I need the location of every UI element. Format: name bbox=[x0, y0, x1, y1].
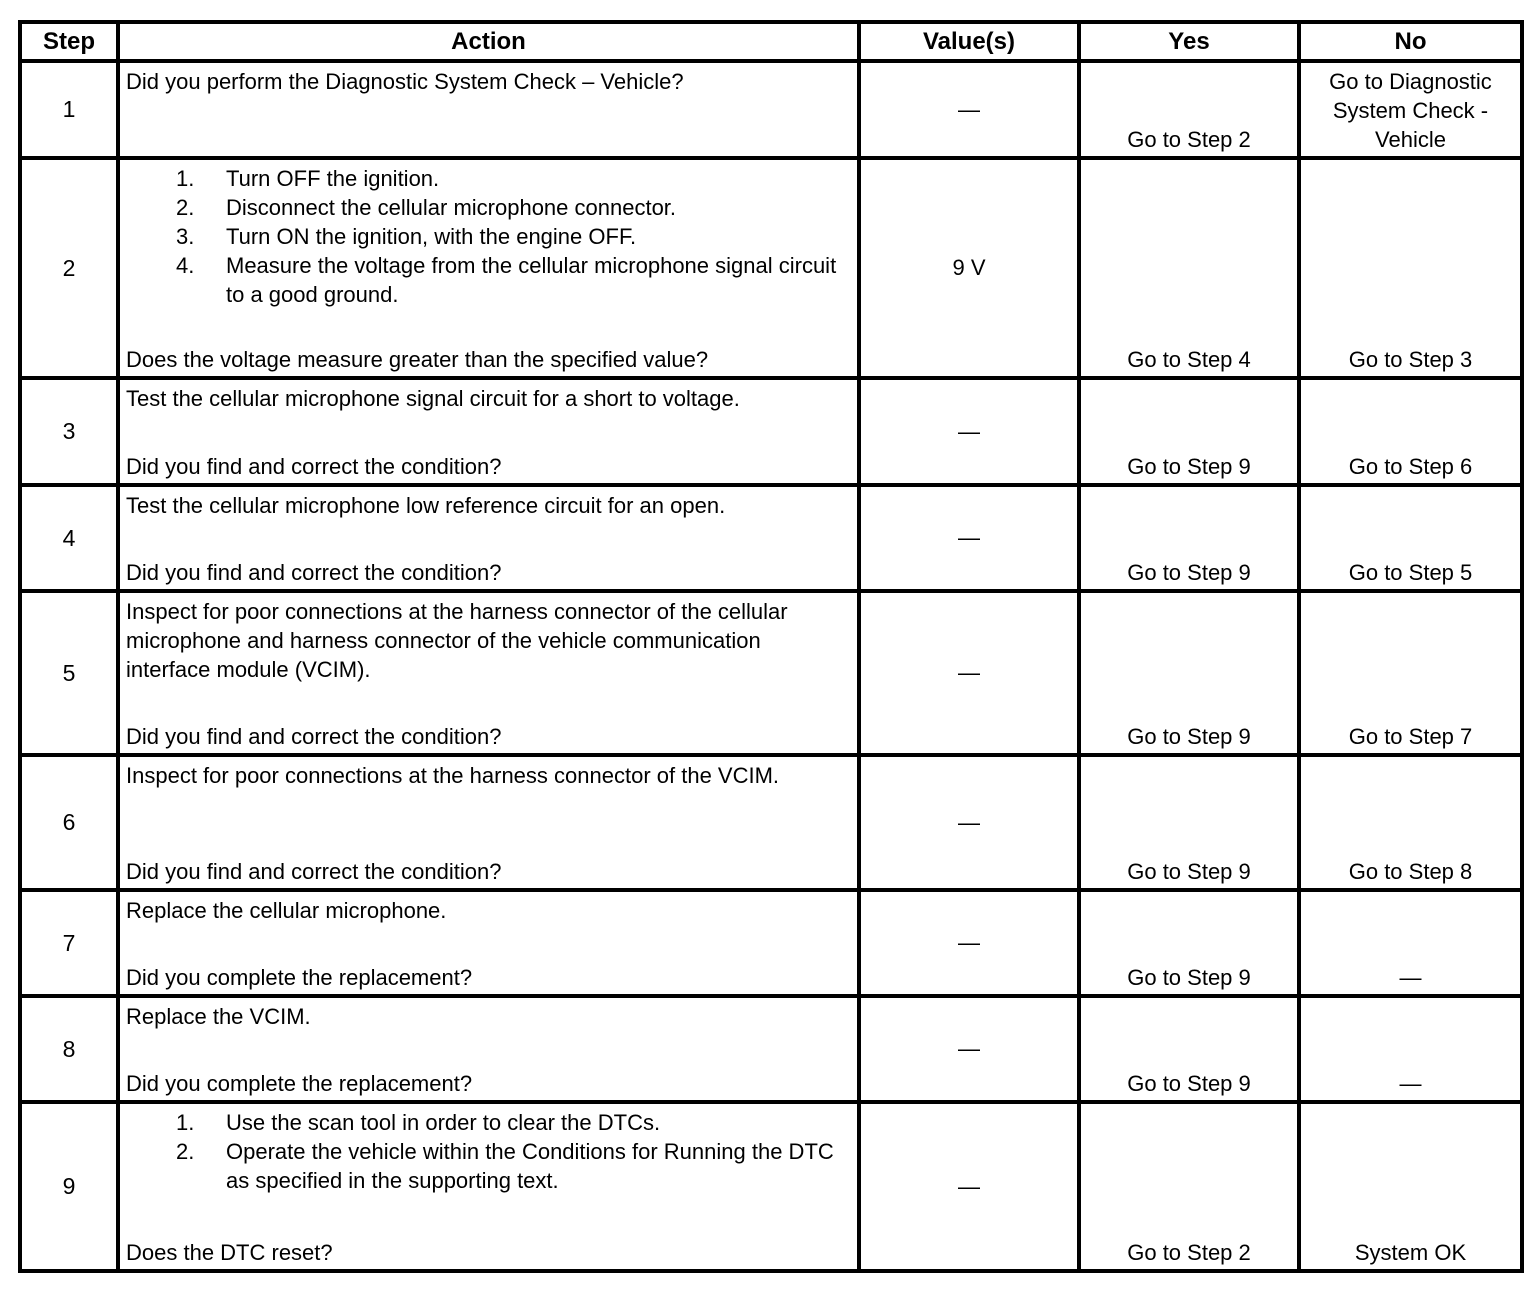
action-instruction: Inspect for poor connections at the harness connector of the VCIM. bbox=[126, 763, 780, 788]
no-cell: System OK bbox=[1299, 1102, 1522, 1271]
no-cell: Go to Step 5 bbox=[1299, 485, 1522, 591]
action-question: Does the DTC reset? bbox=[126, 1240, 333, 1265]
action-step-item: Use the scan tool in order to clear the DTCs. bbox=[226, 1110, 661, 1135]
action-instruction: Replace the VCIM. bbox=[126, 1004, 311, 1029]
step-number: 9 bbox=[20, 1102, 118, 1271]
table-row bbox=[20, 755, 1522, 890]
action-instruction: Did you perform the Diagnostic System Check – Vehicle? bbox=[126, 69, 684, 94]
yes-cell: Go to Step 4 bbox=[1079, 158, 1299, 378]
action-cell bbox=[118, 755, 859, 890]
action-instruction: Replace the cellular microphone. bbox=[126, 898, 447, 923]
yes-cell: Go to Step 2 bbox=[1079, 1102, 1299, 1271]
value-cell: — bbox=[859, 755, 1079, 890]
header-step: Step bbox=[20, 22, 118, 61]
no-cell: Go to Diagnostic System Check - Vehicle bbox=[1299, 61, 1522, 158]
table-row bbox=[20, 61, 1522, 158]
action-question: Did you complete the replacement? bbox=[126, 1071, 473, 1096]
yes-cell: Go to Step 9 bbox=[1079, 755, 1299, 890]
action-steps-list bbox=[126, 1108, 851, 1195]
header-row bbox=[20, 22, 1522, 61]
header-action: Action bbox=[118, 22, 859, 61]
no-cell: — bbox=[1299, 996, 1522, 1102]
action-question: Did you find and correct the condition? bbox=[126, 454, 502, 479]
no-cell: Go to Step 3 bbox=[1299, 158, 1522, 378]
action-question: Did you find and correct the condition? bbox=[126, 859, 502, 884]
header-no: No bbox=[1299, 22, 1522, 61]
no-cell: — bbox=[1299, 890, 1522, 996]
table-row bbox=[20, 996, 1522, 1102]
action-step-item: Turn OFF the ignition. bbox=[226, 166, 440, 191]
step-number: 6 bbox=[20, 755, 118, 890]
diagnostic-table bbox=[18, 20, 1524, 1273]
table-body bbox=[20, 61, 1522, 1271]
action-step-item: Turn ON the ignition, with the engine OFF. bbox=[226, 224, 637, 249]
header-yes: Yes bbox=[1079, 22, 1299, 61]
action-step-item: Disconnect the cellular microphone connector. bbox=[226, 195, 677, 220]
yes-cell: Go to Step 9 bbox=[1079, 485, 1299, 591]
no-cell: Go to Step 6 bbox=[1299, 378, 1522, 485]
table-row bbox=[20, 485, 1522, 591]
table-row bbox=[20, 890, 1522, 996]
value-cell: — bbox=[859, 61, 1079, 158]
action-instruction: Inspect for poor connections at the harness connector of the cellular microphone and harness connector of the vehicle communication interface module (VCIM). bbox=[126, 599, 788, 682]
action-cell bbox=[118, 591, 859, 755]
table-row bbox=[20, 378, 1522, 485]
action-instruction: Test the cellular microphone signal circuit for a short to voltage. bbox=[126, 386, 740, 411]
action-question: Does the voltage measure greater than the specified value? bbox=[126, 347, 709, 372]
header-values: Value(s) bbox=[859, 22, 1079, 61]
action-instruction: Test the cellular microphone low reference circuit for an open. bbox=[126, 493, 726, 518]
value-cell: — bbox=[859, 591, 1079, 755]
action-steps-list bbox=[126, 164, 851, 309]
action-cell bbox=[118, 890, 859, 996]
value-cell: — bbox=[859, 378, 1079, 485]
action-question: Did you find and correct the condition? bbox=[126, 724, 502, 749]
step-number: 8 bbox=[20, 996, 118, 1102]
table-row bbox=[20, 591, 1522, 755]
action-cell bbox=[118, 1102, 859, 1271]
action-cell bbox=[118, 485, 859, 591]
no-cell: Go to Step 7 bbox=[1299, 591, 1522, 755]
step-number: 2 bbox=[20, 158, 118, 378]
yes-cell: Go to Step 9 bbox=[1079, 890, 1299, 996]
step-number: 4 bbox=[20, 485, 118, 591]
action-cell bbox=[118, 996, 859, 1102]
step-number: 3 bbox=[20, 378, 118, 485]
yes-cell: Go to Step 2 bbox=[1079, 61, 1299, 158]
yes-cell: Go to Step 9 bbox=[1079, 378, 1299, 485]
action-cell bbox=[118, 61, 859, 158]
action-question: Did you find and correct the condition? bbox=[126, 560, 502, 585]
table-row bbox=[20, 158, 1522, 378]
action-cell bbox=[118, 158, 859, 378]
step-number: 1 bbox=[20, 61, 118, 158]
yes-cell: Go to Step 9 bbox=[1079, 996, 1299, 1102]
no-cell: Go to Step 8 bbox=[1299, 755, 1522, 890]
yes-cell: Go to Step 9 bbox=[1079, 591, 1299, 755]
value-cell: — bbox=[859, 485, 1079, 591]
step-number: 5 bbox=[20, 591, 118, 755]
step-number: 7 bbox=[20, 890, 118, 996]
value-cell: — bbox=[859, 1102, 1079, 1271]
value-cell: — bbox=[859, 890, 1079, 996]
value-cell: — bbox=[859, 996, 1079, 1102]
action-question: Did you complete the replacement? bbox=[126, 965, 473, 990]
action-step-item: Measure the voltage from the cellular microphone signal circuit to a good ground. bbox=[226, 253, 837, 307]
table-row bbox=[20, 1102, 1522, 1271]
value-cell: 9 V bbox=[859, 158, 1079, 378]
action-step-item: Operate the vehicle within the Conditions for Running the DTC as specified in the supporting text. bbox=[226, 1139, 834, 1193]
action-cell bbox=[118, 378, 859, 485]
